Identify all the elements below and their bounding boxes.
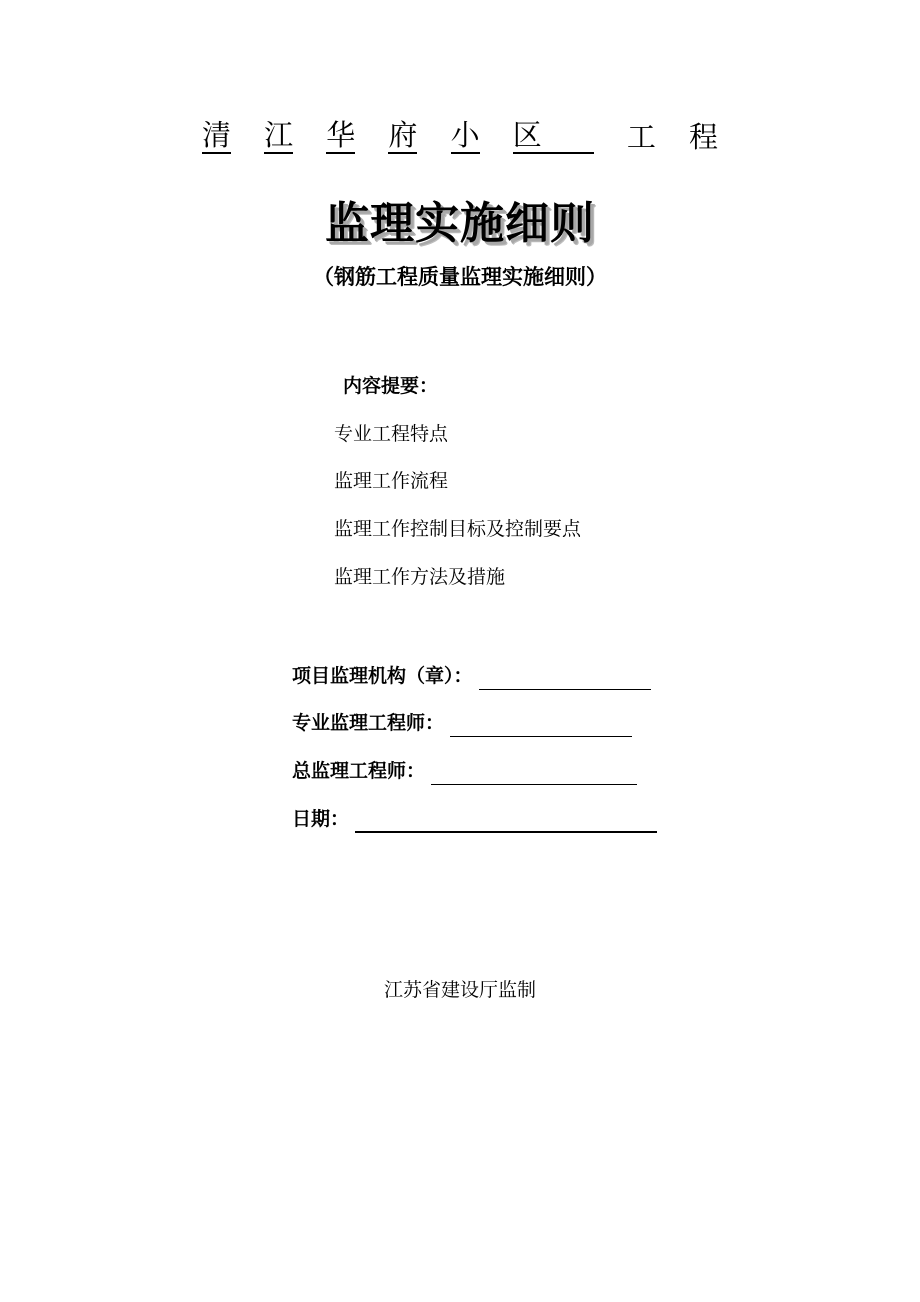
summary-item: 监理工作控制目标及控制要点 — [334, 518, 582, 540]
summary-item: 监理工作流程 — [334, 470, 449, 492]
project-title-char: 府 — [388, 118, 418, 152]
project-title-char: 区 — [513, 118, 594, 154]
project-title-char: 小 — [450, 118, 480, 152]
specialist-engineer-field — [292, 709, 632, 737]
date-blank — [355, 811, 657, 833]
project-title-char: 江 — [264, 118, 294, 152]
summary-item: 监理工作方法及措施 — [334, 566, 506, 588]
project-title-char: 华 — [326, 118, 356, 152]
supervision-org-blank — [479, 669, 651, 690]
date-label: 日期： — [292, 808, 350, 830]
supervision-org-label: 项目监理机构（章）： — [292, 665, 473, 687]
specialist-engineer-blank — [450, 716, 632, 737]
summary-heading: 内容提要： — [343, 375, 439, 397]
summary-item: 专业工程特点 — [334, 423, 449, 445]
supervision-org-field — [292, 662, 651, 690]
date-field — [292, 805, 657, 833]
chief-engineer-label: 总监理工程师： — [292, 760, 426, 782]
document-title: 监理实施细则 — [325, 198, 595, 249]
project-title-char: 工 — [626, 120, 656, 154]
document-subtitle: （钢筋工程质量监理实施细则） — [313, 265, 607, 289]
chief-engineer-blank — [431, 764, 637, 785]
specialist-engineer-label: 专业监理工程师： — [292, 712, 445, 734]
project-title-char: 程 — [688, 120, 718, 154]
issuer-footer: 江苏省建设厅监制 — [383, 979, 536, 1001]
chief-engineer-field — [292, 757, 637, 785]
project-title — [202, 118, 718, 154]
project-title-char: 清 — [202, 118, 232, 152]
